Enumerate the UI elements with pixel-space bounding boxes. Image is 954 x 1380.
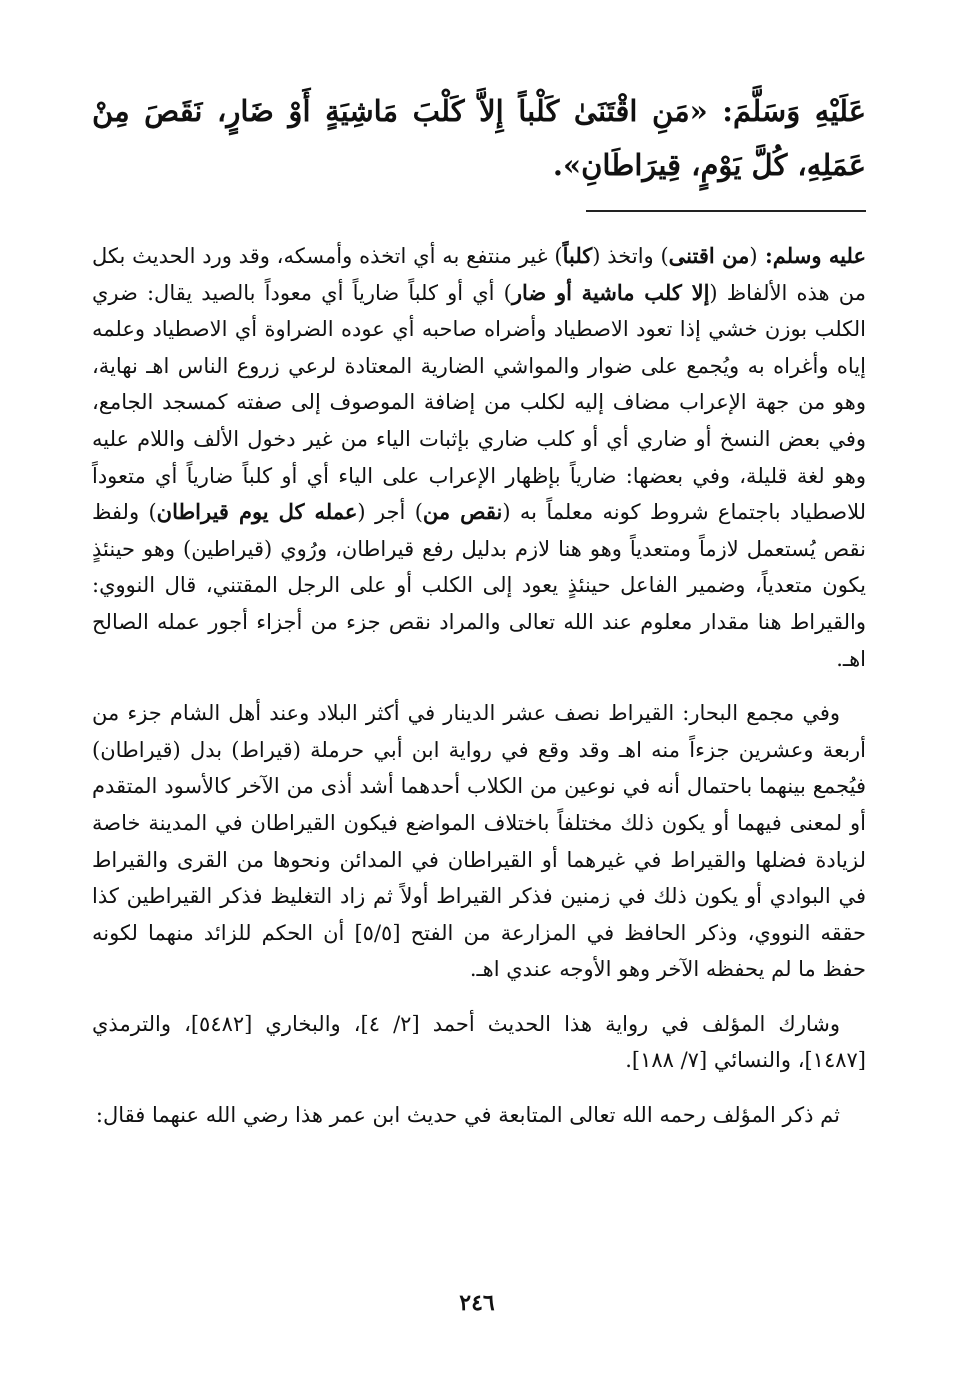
bold-term-illa-kalb: إلا كلب ماشية أو ضار [511,279,710,305]
commentary-text-1a: ) واتخذ ( [592,244,669,268]
bold-term-amalihi: عمله كل يوم قيراطان [156,499,358,525]
commentary-text-1d: ) أجر ( [357,500,423,525]
commentary-paragraph-3: وشارك المؤلف في رواية هذا الحديث أحمد [٢/ ٤]، والبخاري [٥٤٨٢]، والترمذي [١٤٨٧]، والنسائي [٧/ ١٨٨]. [92,1011,866,1073]
commentary-paragraph-1: عليه وسلم: (من اقتنى) واتخذ (كلباً) غير منتفع به أي اتخذه وأمسكه، وقد ورد الحديث بكل من هذه الألفاظ (إلا كلب ماشية أو ضار) أي أو كلباً ضارياً أي معوداً بالصيد يقال: ضري الكلب بوزن خشي إذا تعود الاصطياد وأضراه صاحبه أي عوده الضراوة أي الاصطياد وعلمه إياه وأغراه به ويُجمع على ضوار والمواشي الضارية المعتادة لرعي زروع الناس اهـ نهاية، وهو من جهة الإعراب مضاف إليه لكلب من إضافة الموصوف إلى صفته كمسجد الجامع، وفي بعض النسخ أو ضاري أي أو كلب ضاري بإثبات الياء من غير دخول الألف واللام عليه وهو لغة قليلة، وفي بعضها: ضارياً بإظهار الإعراب على الياء أي أو كلباً ضارياً أي متعوداً للاصطياد باجتماع شروط كونه معلماً به (نقص من) أجر (عمله كل يوم قيراطان) ولفظ نقص يُستعمل لازماً ومتعدياً وهو هنا لازم بدليل رفع قيراطان، ورُوي (قيراطين) وهو حينئذٍ يكون متعدياً، وضمير الفاعل حينئذٍ يعود إلى الكلب أو على الرجل المقتني، قال النووي: والقيراط هنا مقدار معلوم عند الله تعالى والمراد نقص جزء من أجزاء أجور عمله الصالح اهـ. [92,243,866,671]
commentary-text-1e: ) ولفظ نقص يُستعمل لازماً ومتعدياً وهو هنا لازم بدليل رفع قيراطان، ورُوي (قيراطين) وهو حينئذٍ يكون متعدياً، وضمير الفاعل حينئذٍ يعود إلى الكلب أو على الرجل المقتني، قال النووي: والقيراط هنا مقدار معلوم عند الله تعالى والمراد نقص جزء من أجزاء أجور عمله الصالح اهـ. [92,500,866,671]
commentary-text-1b: ) غير منتفع به أي اتخذه وأمسكه، وقد ورد الحديث بكل من هذه الألفاظ ( [92,244,866,305]
bold-term-naqas-min: نقص من [422,499,503,525]
page-content [92,84,866,1152]
commentary-paragraph-4: ثم ذكر المؤلف رحمه الله تعالى المتابعة في حديث ابن عمر هذا رضي الله عنهما فقال: [95,1103,840,1128]
bold-term-man-iqtana: من اقتنى [668,243,750,268]
commentary-intro: عليه وسلم: [757,243,866,268]
commentary-text-1c: ) أي أو كلباً ضارياً أي معوداً بالصيد يقال: ضري الكلب بوزن خشي إذا تعود الاصطياد وأضراه صاحبه أي عوده الضراوة أي الاصطياد وعلمه إياه وأغراه به ويُجمع على ضوار والمواشي الضارية المعتادة لرعي زروع الناس اهـ نهاية، وهو من جهة الإعراب مضاف إليه لكلب من إضافة الموصوف إلى صفته كمسجد الجامع، وفي بعض النسخ أو ضاري أي أو كلب ضاري بإثبات الياء من غير دخول الألف واللام عليه وهو لغة قليلة، وفي بعضها: ضارياً بإظهار الإعراب على الياء أي أو كلباً ضارياً أي متعوداً للاصطياد باجتماع شروط كونه معلماً به ( [92,280,866,525]
page-number: ٢٤٦ [459,1290,495,1316]
hadith-text: عَلَيْهِ وَسَلَّمَ: «مَنِ اقْتَنَىٰ كَلْباً إِلاَّ كَلْبَ مَاشِيَةٍ أَوْ ضَارٍ، نَقَصَ مِنْ عَمَلِهِ، كُلَّ يَوْمٍ، قِيرَاطَانِ». [92,94,866,182]
footnote-divider [586,210,866,212]
commentary-paragraph-2: وفي مجمع البحار: القيراط نصف عشر الدينار في أكثر البلاد وعند أهل الشام جزء من أربعة وعشرين جزءاً منه اهـ وقد وقع في رواية ابن أبي حرملة (قيراط) بدل (قيراطان) فيُجمع بينهما باحتمال أنه في نوعين من الكلاب أحدهما أشد أذى من الآخر كالأسود المتقدم أو لمعنى فيهما أو يكون ذلك مختلفاً باختلاف المواضع فيكون القيراطان في المدينة خاصة لزيادة فضلها والقيراط في غيرهما أو القيراطان في المدائن ونحوها من القرى والقيراط في البوادي أو يكون ذلك في زمنين فذكر القيراط أولاً ثم زاد التغليظ فذكر القيراطين كذا حققه النووي، وذكر الحافظ في المزارعة من الفتح [٥/٥] أن الحكم للزائد منهما لكونه حفظ ما لم يحفظه الآخر وهو الأوجه عندي اهـ. [92,701,866,982]
bold-term-kalban: كلباً [562,243,593,268]
